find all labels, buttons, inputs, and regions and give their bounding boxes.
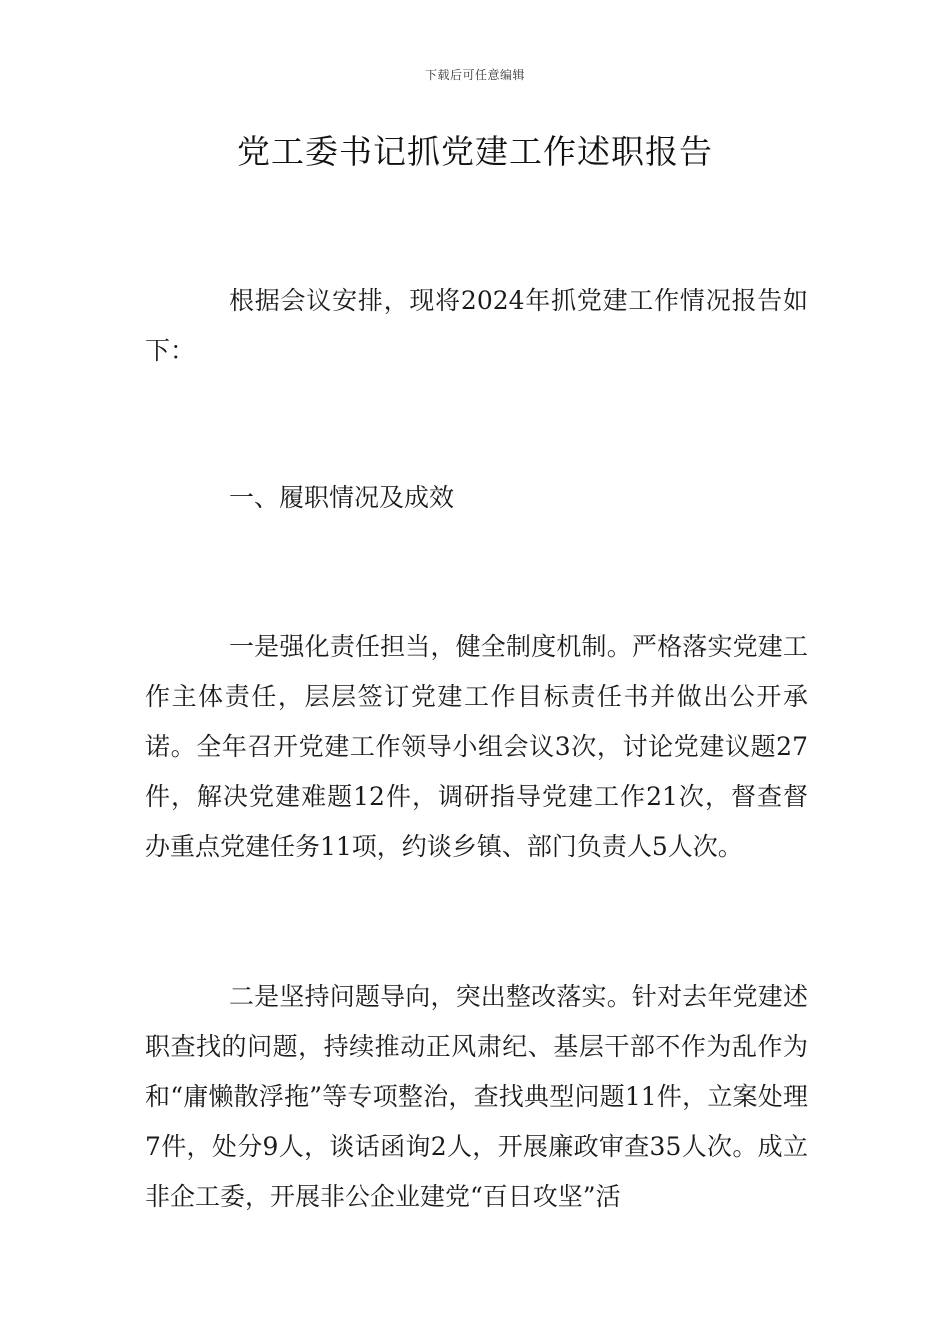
header-note: 下载后可任意编辑 xyxy=(424,68,525,82)
document-title: 党工委书记抓党建工作述职报告 xyxy=(237,132,713,171)
body-paragraph-1: 一是强化责任担当，健全制度机制。严格落实党建工作主体责任，层层签订党建工作目标责任书并做出公开承诺。全年召开党建工作领导小组会议3次，讨论党建议题27件，解决党建难题12件，调研指导党建工作21次，督查督办重点党建任务11项，约谈乡镇、部门负责人5人次。 xyxy=(145,632,808,861)
intro-paragraph: 根据会议安排，现将2024年抓党建工作情况报告如下： xyxy=(145,286,808,365)
body-paragraph-2: 二是坚持问题导向，突出整改落实。针对去年党建述职查找的问题，持续推动正风肃纪、基层干部不作为乱作为和“庸懒散浮拖”等专项整治，查找典型问题11件，立案处理7件，处分9人，谈话函询2人，开展廉政审查35人次。成立非企工委，开展非公企业建党“百日攻坚”活 xyxy=(145,982,808,1211)
section-heading: 一、履职情况及成效 xyxy=(229,483,455,512)
